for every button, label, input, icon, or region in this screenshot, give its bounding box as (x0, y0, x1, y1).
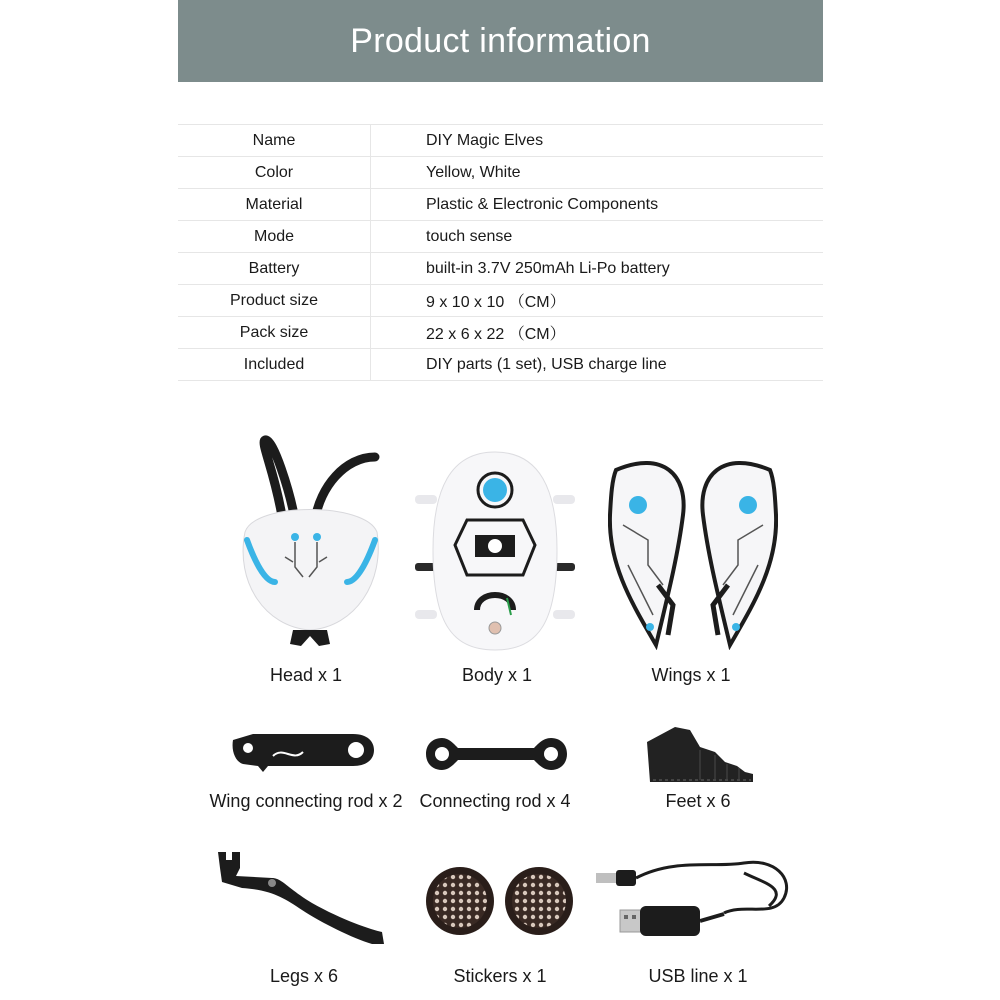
spec-key: Name (178, 125, 371, 157)
spec-key: Product size (178, 285, 371, 317)
spec-row (178, 125, 823, 157)
spec-key: Pack size (178, 317, 371, 349)
part-caption: Feet x 6 (665, 791, 731, 811)
usb-cable-image (594, 858, 802, 948)
spec-table (178, 124, 823, 381)
spec-row (178, 221, 823, 253)
spec-key: Included (178, 349, 371, 381)
wing-rod-image (228, 728, 376, 773)
part-caption: USB line x 1 (648, 966, 748, 986)
spec-key: Battery (178, 253, 371, 285)
spec-row (178, 157, 823, 189)
connecting-rod-image (424, 736, 569, 772)
page-title: Product information (350, 21, 651, 60)
spec-value: built-in 3.7V 250mAh Li-Po battery (371, 253, 824, 285)
part-caption: Head x 1 (269, 665, 343, 685)
spec-value: touch sense (371, 221, 824, 253)
part-caption: Wing connecting rod x 2 (209, 791, 403, 811)
spec-value: DIY parts (1 set), USB charge line (371, 349, 824, 381)
spec-value: DIY Magic Elves (371, 125, 824, 157)
leg-image (212, 848, 394, 948)
part-caption: Wings x 1 (651, 665, 731, 685)
spec-value: 9 x 10 x 10 （CM） (371, 285, 824, 317)
spec-key: Mode (178, 221, 371, 253)
wings-image (608, 455, 778, 650)
stickers-image (425, 865, 577, 937)
foot-image (645, 722, 755, 784)
spec-key: Material (178, 189, 371, 221)
spec-row (178, 285, 823, 317)
part-caption: Legs x 6 (269, 966, 339, 986)
part-caption: Connecting rod x 4 (419, 791, 571, 811)
header-banner (178, 0, 823, 82)
spec-value: 22 x 6 x 22 （CM） (371, 317, 824, 349)
spec-row (178, 253, 823, 285)
part-caption: Body x 1 (461, 665, 533, 685)
spec-row (178, 189, 823, 221)
spec-key: Color (178, 157, 371, 189)
robot-body-image (415, 450, 575, 655)
spec-value: Plastic & Electronic Components (371, 189, 824, 221)
spec-row (178, 349, 823, 381)
spec-value: Yellow, White (371, 157, 824, 189)
robot-head-image (235, 432, 385, 654)
spec-row (178, 317, 823, 349)
part-caption: Stickers x 1 (453, 966, 547, 986)
